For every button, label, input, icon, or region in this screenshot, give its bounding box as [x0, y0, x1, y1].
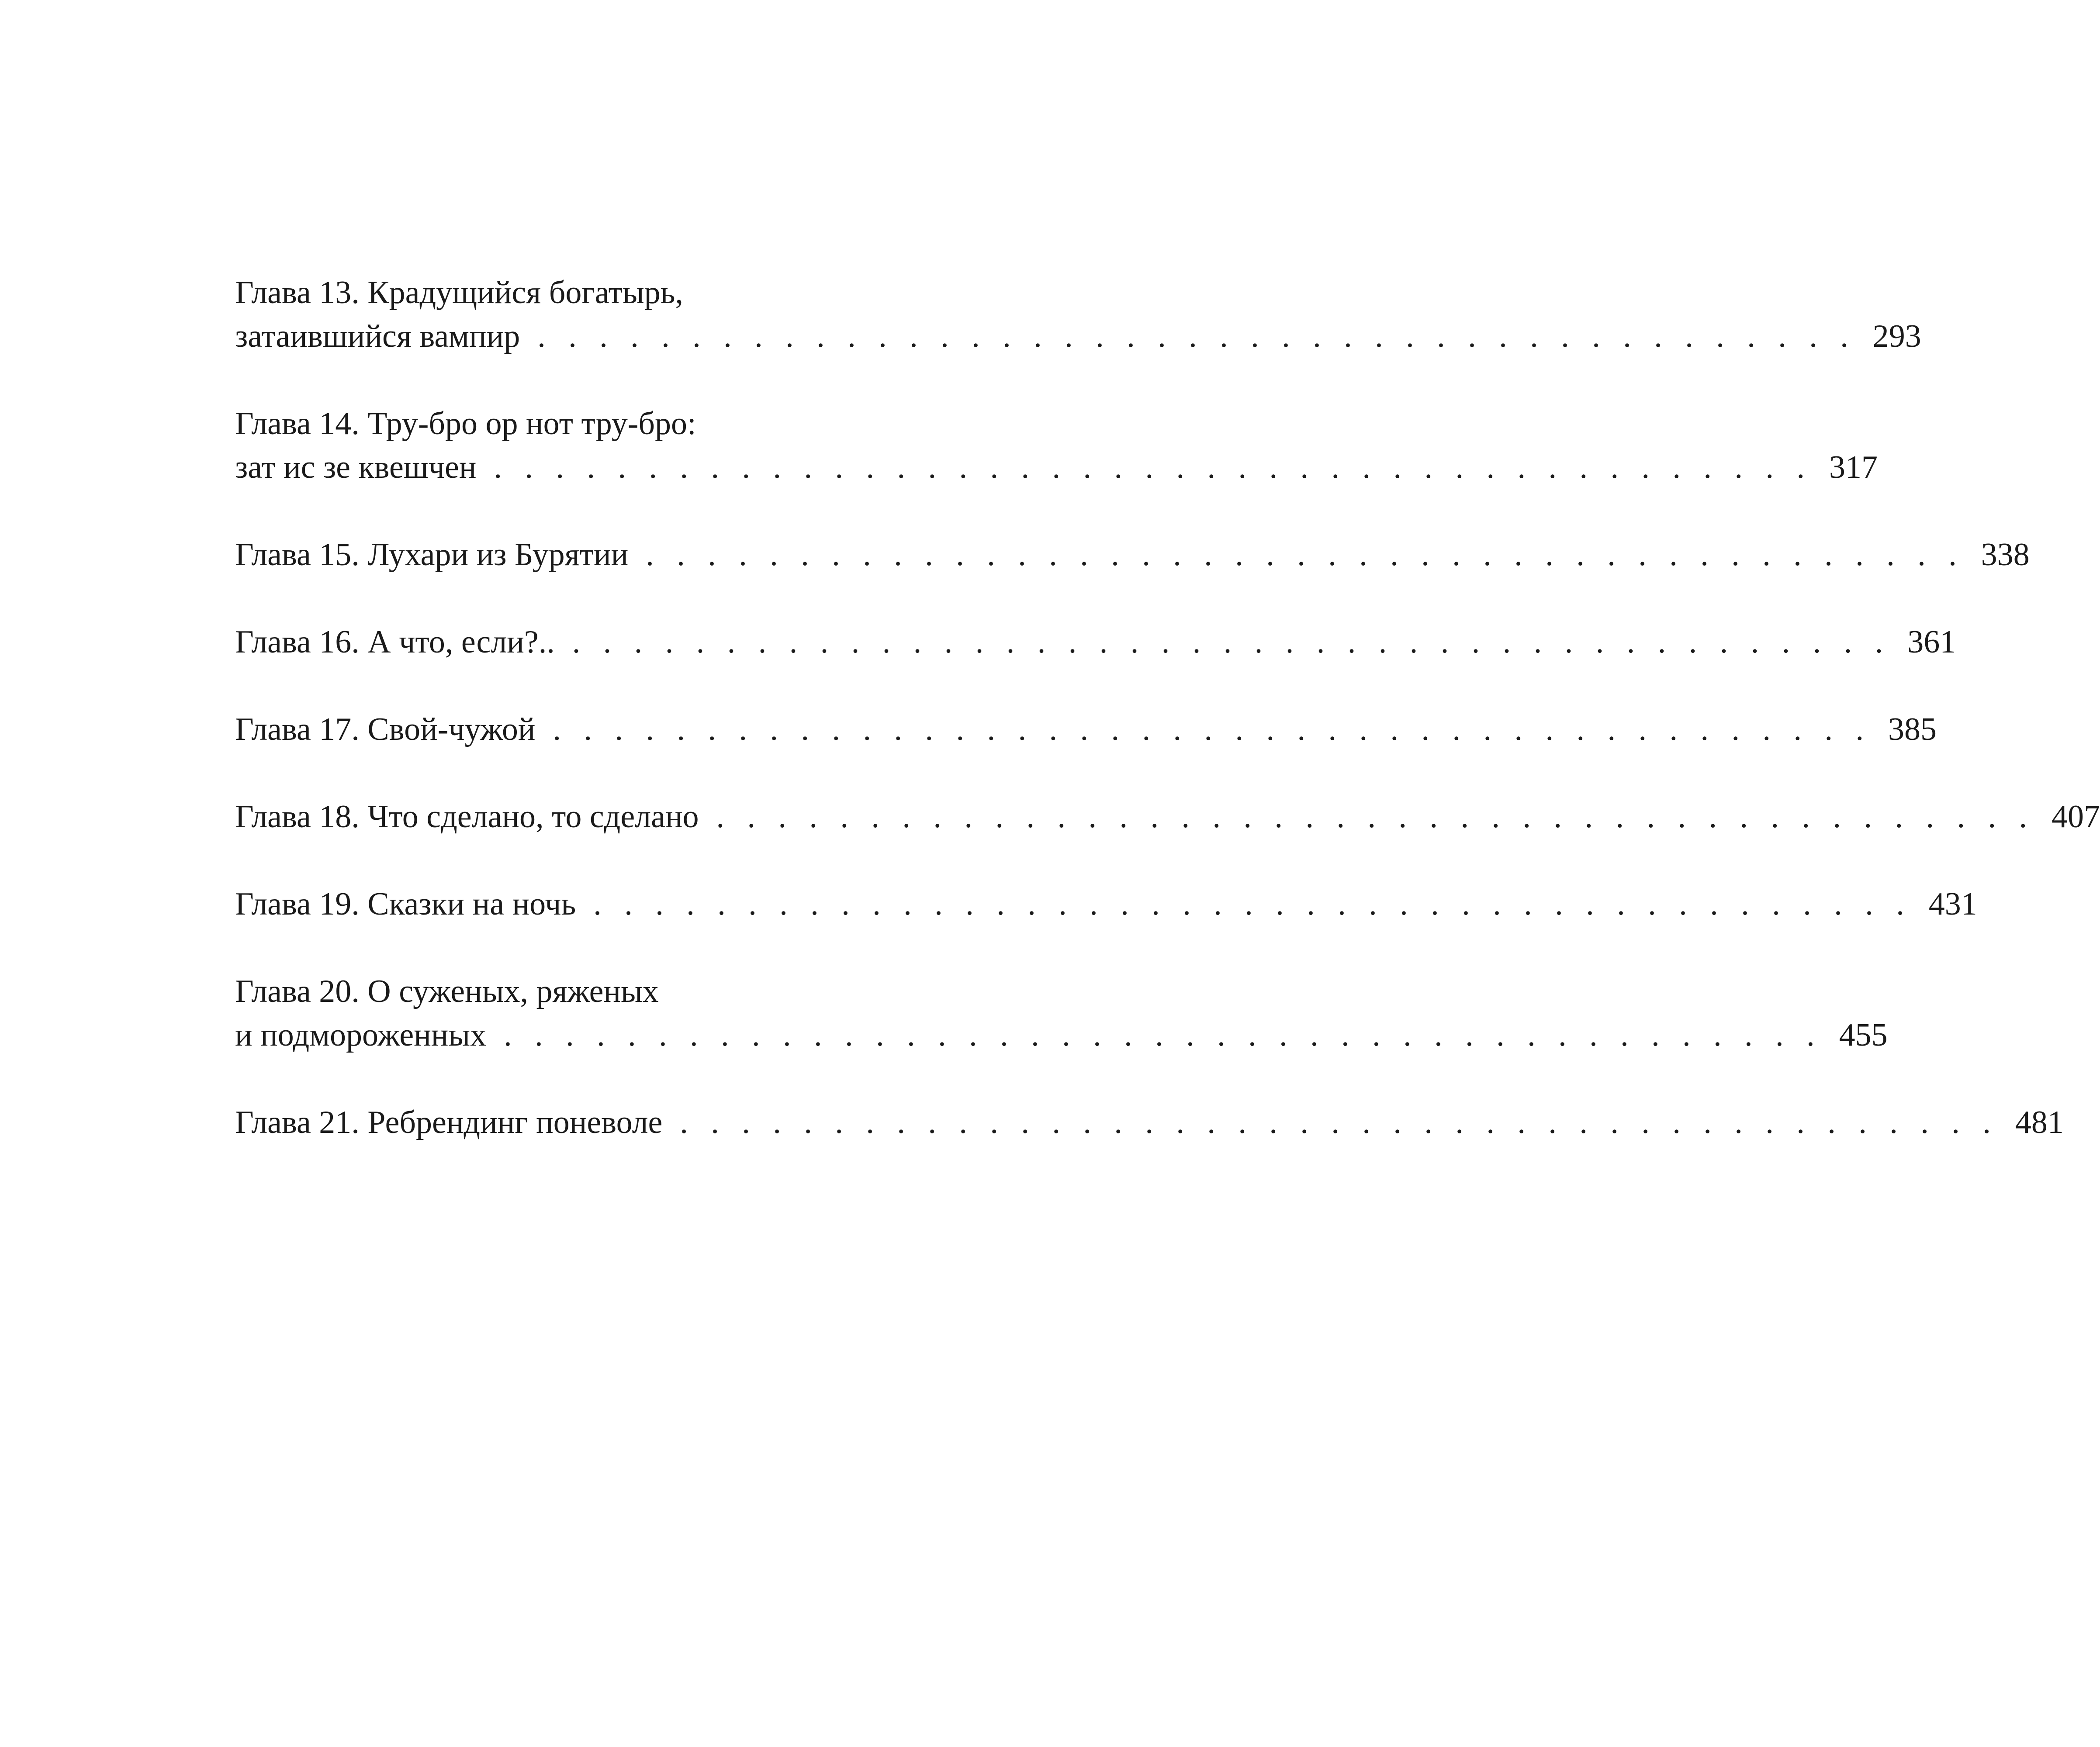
toc-page-number: 293: [1872, 318, 1921, 354]
toc-entry-title-continued: зат ис зе квешчен: [235, 449, 477, 485]
toc-entry-title-continued: затаившийся вампир: [235, 318, 520, 354]
toc-entry-title-continued: и подмороженных: [235, 1017, 487, 1053]
toc-page-number: 317: [1829, 449, 1878, 485]
toc-entry-chapter-15[interactable]: [235, 533, 2030, 577]
toc-entry-title: Глава 20. О суженых, ряженых: [235, 974, 659, 1009]
dot-leader: . . . . . . . . . . . . . . . . . . . . . . . . . . . . . . . . . . . . . . . . . . .: [504, 1017, 1822, 1053]
toc-page-number: 481: [2015, 1105, 2064, 1140]
toc-entry-title: Глава 15. Лухари из Бурятии: [235, 537, 629, 573]
dot-leader: . . . . . . . . . . . . . . . . . . . . . . . . . . . . . . . . . . . . . . . . . . .: [716, 799, 2035, 835]
dot-leader: . . . . . . . . . . . . . . . . . . . . . . . . . . . . . . . . . . . . . . . . . . .: [593, 886, 1912, 922]
toc-entry-chapter-17[interactable]: [235, 708, 1937, 751]
toc-page-number: 361: [1907, 624, 1956, 660]
toc-entry-chapter-20[interactable]: [235, 970, 1888, 1057]
toc-entry-title: Глава 19. Сказки на ночь: [235, 886, 576, 922]
table-of-contents: [235, 271, 2100, 1188]
toc-entry-chapter-14[interactable]: [235, 402, 1878, 489]
toc-entry-chapter-13[interactable]: [235, 271, 1921, 358]
toc-entry-chapter-16[interactable]: [235, 620, 1956, 664]
dot-leader: . . . . . . . . . . . . . . . . . . . . . . . . . . . . . . . . . . . . . . . . . . .: [646, 537, 1964, 573]
toc-entry-title: Глава 16. А что, если?..: [235, 624, 555, 660]
toc-entry-chapter-19[interactable]: [235, 882, 1977, 926]
toc-page-number: 455: [1839, 1017, 1888, 1053]
toc-entry-chapter-18[interactable]: [235, 795, 2100, 839]
dot-leader: . . . . . . . . . . . . . . . . . . . . . . . . . . . . . . . . . . . . . . . . . . .: [680, 1105, 1998, 1140]
toc-entry-title: Глава 17. Свой-чужой: [235, 711, 536, 747]
toc-entry-title: Глава 21. Ребрендинг поневоле: [235, 1105, 663, 1140]
toc-page-number: 431: [1928, 886, 1977, 922]
dot-leader: . . . . . . . . . . . . . . . . . . . . . . . . . . . . . . . . . . . . . . . . . . .: [494, 449, 1812, 485]
toc-entry-chapter-21[interactable]: [235, 1101, 2064, 1144]
toc-entry-title: Глава 13. Крадущийся богатырь,: [235, 275, 683, 311]
dot-leader: . . . . . . . . . . . . . . . . . . . . . . . . . . . . . . . . . . . . . . . . . . .: [537, 318, 1856, 354]
toc-page-number: 407: [2052, 799, 2100, 835]
toc-page-number: 385: [1888, 711, 1937, 747]
toc-entry-title: Глава 14. Тру-бро ор нот тру-бро:: [235, 406, 696, 442]
dot-leader: . . . . . . . . . . . . . . . . . . . . . . . . . . . . . . . . . . . . . . . . . . .: [553, 711, 1871, 747]
dot-leader: . . . . . . . . . . . . . . . . . . . . . . . . . . . . . . . . . . . . . . . . . . .: [572, 624, 1891, 660]
toc-page-number: 338: [1981, 537, 2030, 573]
toc-entry-title: Глава 18. Что сделано, то сделано: [235, 799, 699, 835]
